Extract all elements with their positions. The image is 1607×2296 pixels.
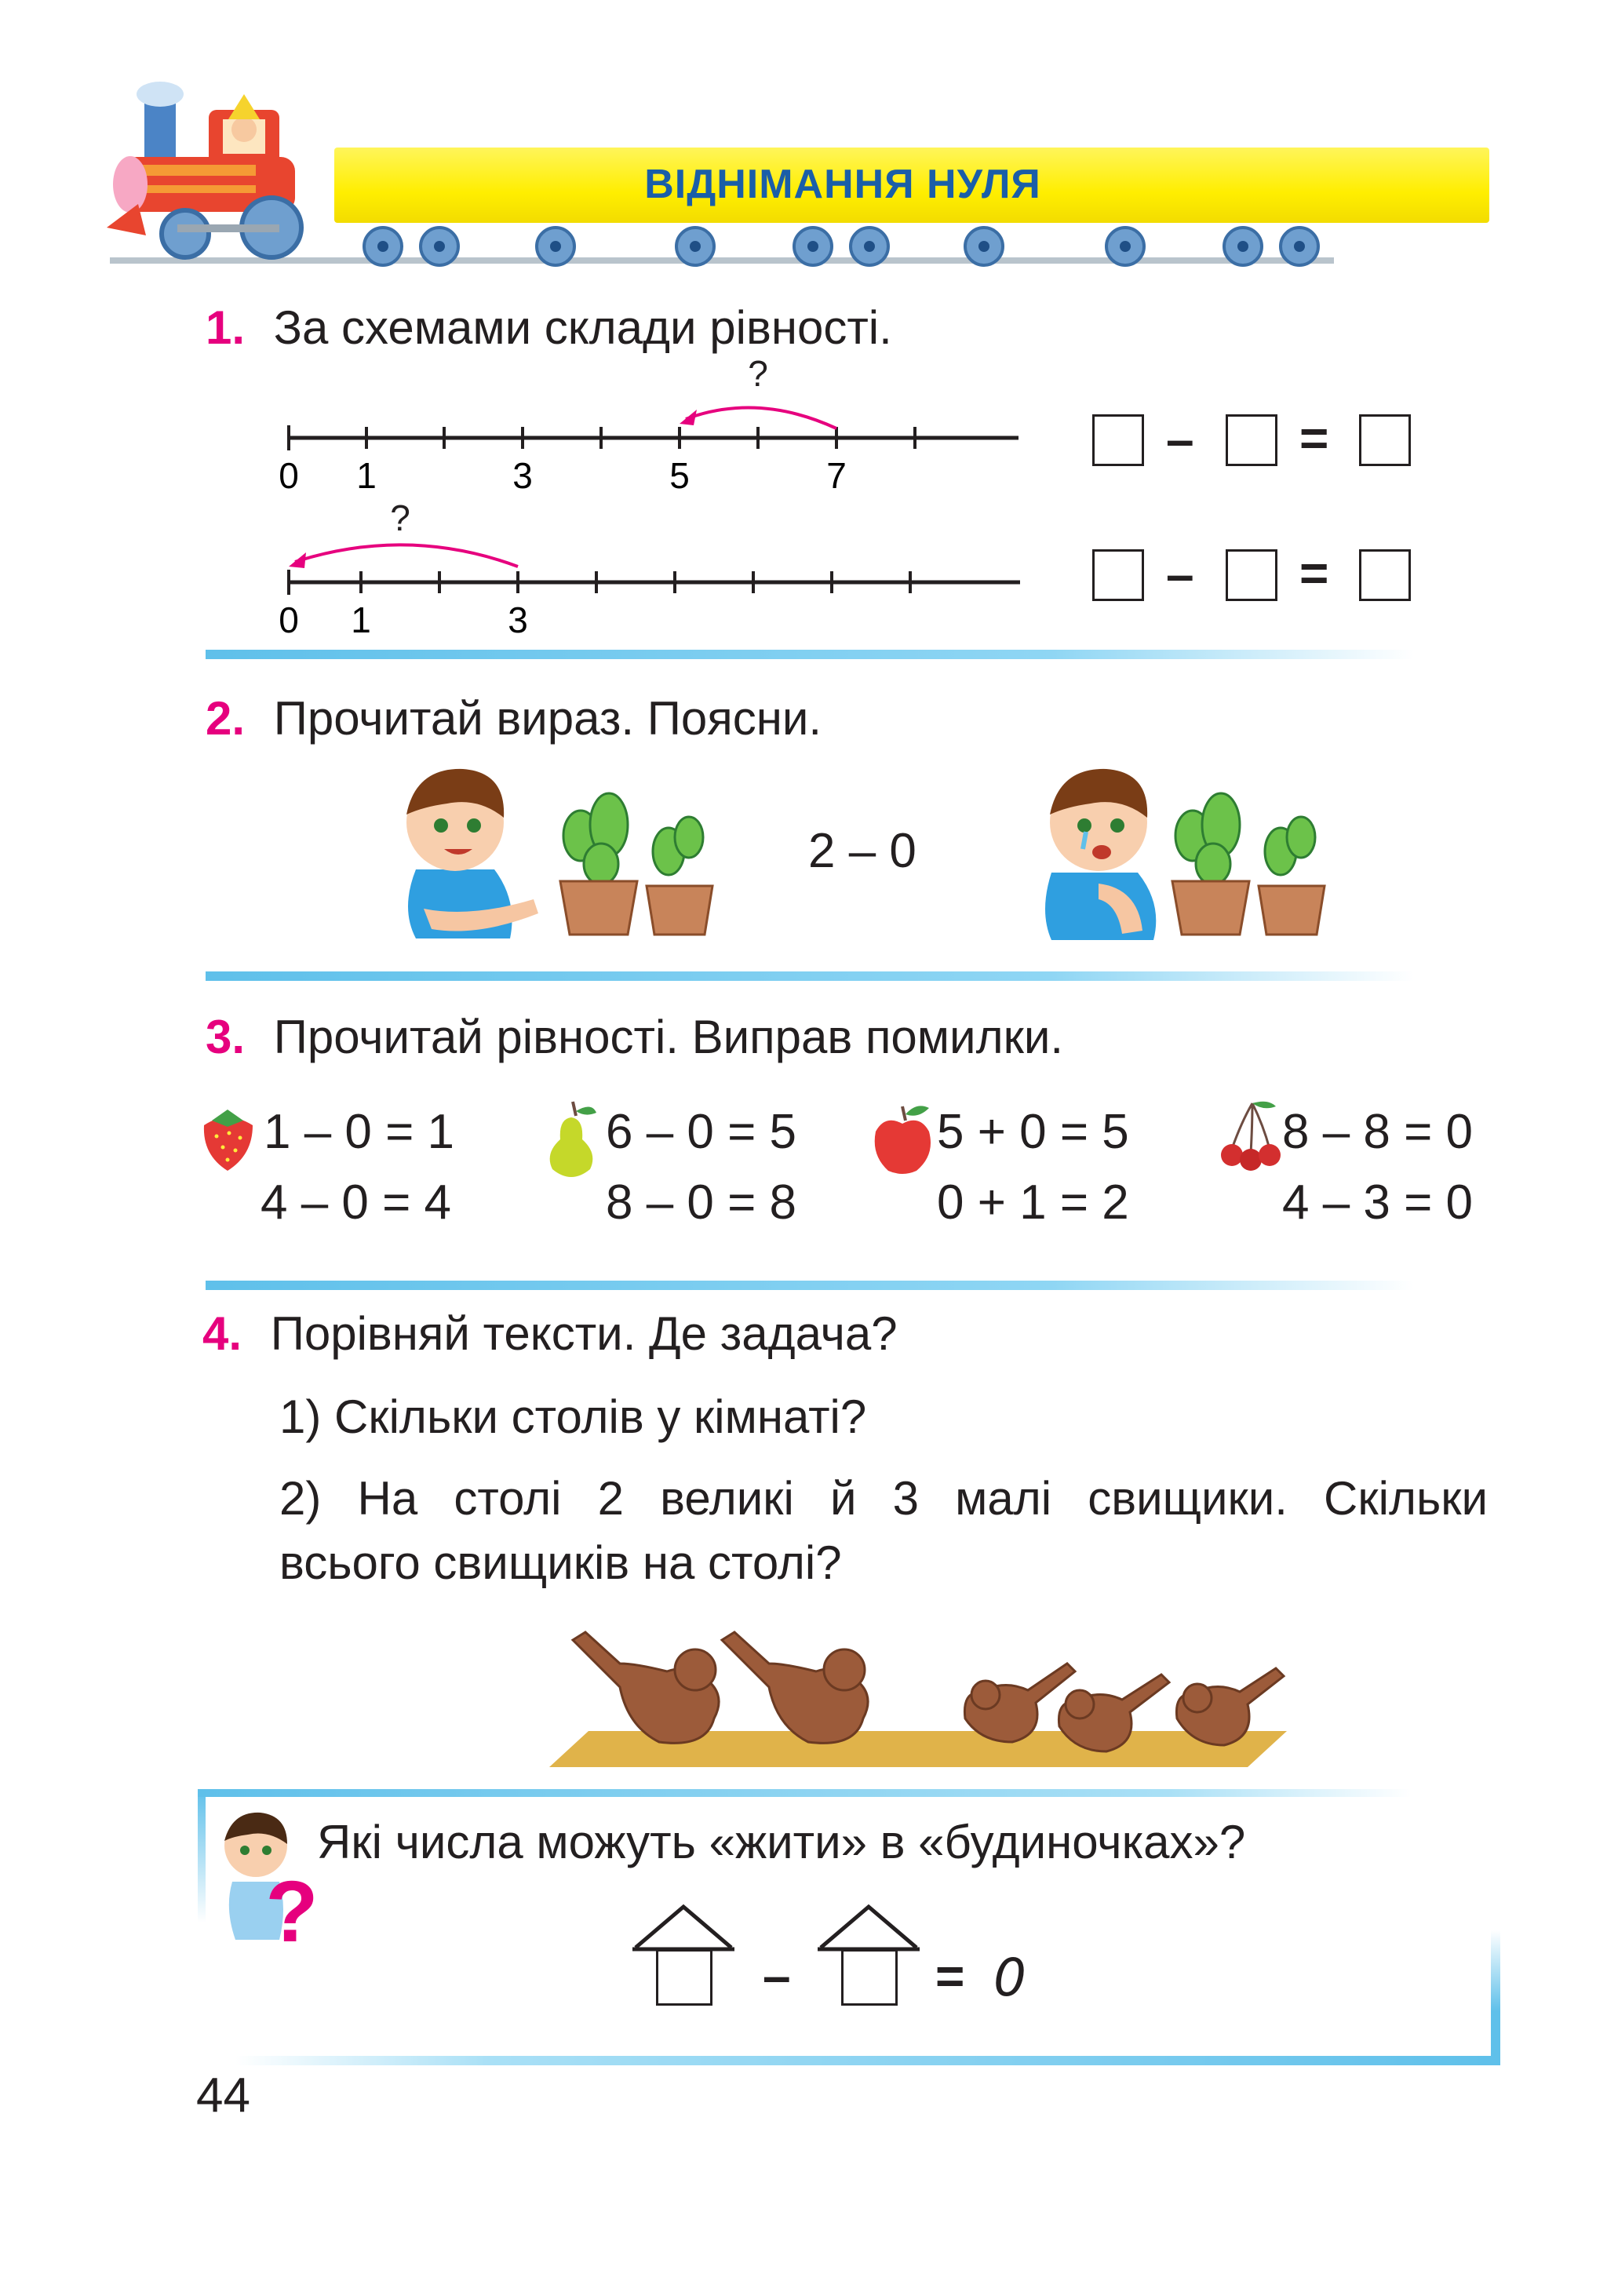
page-number: 44 bbox=[196, 2068, 250, 2123]
strawberry-icon bbox=[196, 1105, 259, 1172]
cherry-icon bbox=[1218, 1099, 1285, 1172]
task3-number: 3. bbox=[206, 1011, 246, 1063]
tick-label: 1 bbox=[356, 455, 377, 496]
tick-label: 7 bbox=[826, 455, 847, 496]
puzzle-frame-left bbox=[198, 1789, 206, 1922]
number-line-2 bbox=[275, 494, 1028, 643]
puzzle-frame-right bbox=[1491, 1930, 1500, 2065]
arc-question-2: ? bbox=[390, 497, 410, 538]
minus-sign: – bbox=[1166, 411, 1194, 468]
puzzle-equals: = bbox=[935, 1948, 965, 2004]
train-locomotive-icon bbox=[107, 71, 342, 275]
equals-sign: = bbox=[1299, 410, 1329, 466]
task3-equation: 8 – 0 = 8 bbox=[606, 1175, 797, 1230]
tick-label: 3 bbox=[512, 455, 533, 496]
boy-pointing-icon bbox=[377, 752, 557, 940]
svg-text:?: ? bbox=[265, 1864, 319, 1948]
puzzle-minus: – bbox=[763, 1948, 791, 2004]
arc-question-1: ? bbox=[748, 353, 768, 394]
puzzle-result: 0 bbox=[993, 1948, 1026, 2008]
task1-text: За схемами склади рівності. bbox=[273, 301, 892, 354]
clay-whistles-icon bbox=[541, 1616, 1295, 1773]
answer-box[interactable] bbox=[1359, 414, 1411, 466]
number-line-1 bbox=[275, 353, 1028, 502]
jump-arrowhead-2 bbox=[289, 552, 306, 568]
tick-label: 5 bbox=[669, 455, 690, 496]
section-divider bbox=[206, 650, 1414, 659]
task2-heading bbox=[206, 692, 822, 745]
tick-label: 0 bbox=[279, 455, 299, 496]
task2-text: Прочитай вираз. Поясни. bbox=[273, 692, 822, 745]
minus-sign: – bbox=[1166, 546, 1194, 603]
cactus-pots-icon bbox=[549, 789, 722, 946]
tick-label: 3 bbox=[508, 600, 528, 640]
task3-equation: 1 – 0 = 1 bbox=[264, 1105, 455, 1159]
answer-box[interactable] bbox=[1092, 549, 1144, 601]
task3-equation: 4 – 3 = 0 bbox=[1282, 1175, 1474, 1230]
pear-icon bbox=[541, 1099, 601, 1180]
task4-item2-line2: всього свищиків на столі? bbox=[279, 1536, 842, 1589]
task2-expression: 2 – 0 bbox=[808, 824, 916, 878]
task4-text: Порівняй тексти. Де задача? bbox=[270, 1307, 898, 1360]
house-roof-icon bbox=[632, 1902, 734, 1952]
puzzle-frame-bottom bbox=[235, 2056, 1500, 2065]
jump-arrowhead-1 bbox=[680, 410, 697, 425]
task3-heading bbox=[206, 1011, 1064, 1063]
jump-arc-1 bbox=[686, 408, 836, 428]
puzzle-frame-top bbox=[198, 1789, 1411, 1797]
task4-item2-line1: 2) На столі 2 великі й 3 малі свищики. Скільки bbox=[279, 1472, 1488, 1525]
task3-equation: 0 + 1 = 2 bbox=[937, 1175, 1129, 1230]
task4-heading bbox=[202, 1307, 898, 1360]
task3-equation: 6 – 0 = 5 bbox=[606, 1105, 797, 1159]
task4-item1: 1) Скільки столів у кімнаті? bbox=[279, 1390, 867, 1443]
task3-equation: 4 – 0 = 4 bbox=[261, 1175, 452, 1230]
thinking-boy-question-icon bbox=[217, 1806, 326, 1948]
cactus-pots-icon bbox=[1161, 789, 1334, 946]
task3-equation: 8 – 8 = 0 bbox=[1282, 1105, 1474, 1159]
answer-box[interactable] bbox=[1226, 414, 1277, 466]
answer-box[interactable] bbox=[1359, 549, 1411, 601]
house-answer-box[interactable] bbox=[841, 1949, 898, 2006]
puzzle-question: Які числа можуть «жити» в «будиночках»? bbox=[317, 1816, 1246, 1868]
section-divider bbox=[206, 971, 1414, 981]
equals-sign: = bbox=[1299, 545, 1329, 601]
task1-number: 1. bbox=[206, 301, 246, 354]
answer-box[interactable] bbox=[1226, 549, 1277, 601]
task1-heading bbox=[206, 301, 892, 354]
section-divider bbox=[206, 1281, 1414, 1290]
answer-box[interactable] bbox=[1092, 414, 1144, 466]
task3-text: Прочитай рівності. Виправ помилки. bbox=[273, 1011, 1064, 1063]
tick-label: 0 bbox=[279, 600, 299, 640]
house-roof-icon bbox=[818, 1902, 920, 1952]
task4-number: 4. bbox=[202, 1307, 242, 1360]
jump-arc-2 bbox=[295, 545, 518, 567]
task3-equation: 5 + 0 = 5 bbox=[937, 1105, 1129, 1159]
house-answer-box[interactable] bbox=[656, 1949, 712, 2006]
apple-icon bbox=[869, 1099, 937, 1177]
tick-label: 1 bbox=[351, 600, 371, 640]
task2-number: 2. bbox=[206, 692, 246, 745]
page-title: ВІДНІМАННЯ НУЛЯ bbox=[644, 162, 1041, 207]
